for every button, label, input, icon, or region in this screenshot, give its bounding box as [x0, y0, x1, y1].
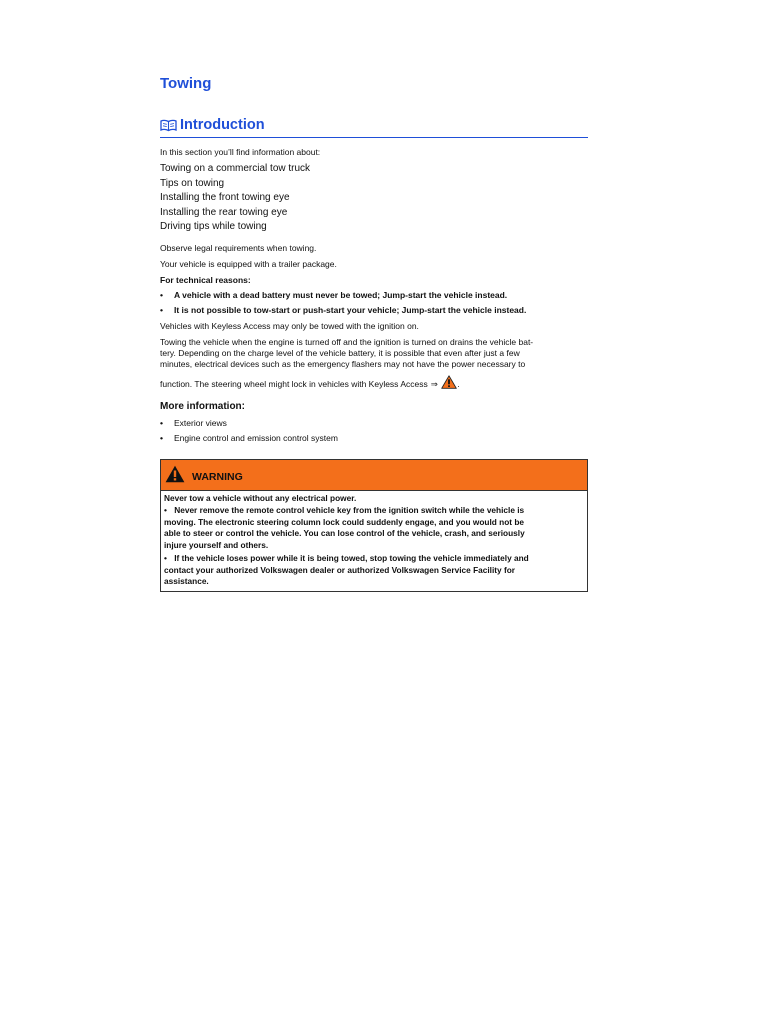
- bullet-glyph: •: [160, 289, 163, 300]
- warning-header-triangle-icon: [165, 465, 185, 483]
- topic-link-tow-truck[interactable]: Towing on a commercial tow truck: [160, 163, 311, 174]
- drain-line-4-text: function. The steering wheel might lock in vehicles with Keyless Access: [160, 378, 428, 389]
- technical-bullet-2: It is not possible to tow-start or push-start your vehicle; Jump-start the vehicle instead.: [174, 304, 527, 315]
- warning-triangle-icon[interactable]: [441, 375, 460, 389]
- topic-link-rear-eye[interactable]: Installing the rear towing eye: [160, 206, 288, 218]
- topic-list: [160, 162, 588, 235]
- drain-line-3: minutes, electrical devices such as the emergency flashers may not have the power necessary to: [160, 358, 526, 369]
- technical-heading: For technical reasons:: [160, 274, 251, 285]
- warning-bullet-1-line-4: injure yourself and others.: [164, 539, 269, 550]
- topic-link-driving-tips[interactable]: Driving tips while towing: [160, 221, 267, 232]
- bullet-glyph: •: [160, 432, 163, 443]
- more-info-heading: More information:: [160, 400, 245, 412]
- more-info-link-exterior-views[interactable]: Exterior views: [174, 417, 227, 428]
- legal-text: Observe legal requirements when towing.: [160, 242, 317, 253]
- list-item: [160, 433, 588, 444]
- warning-label: WARNING: [192, 471, 243, 483]
- page-title: Towing: [160, 75, 212, 92]
- bullet-glyph: •: [164, 553, 167, 563]
- drain-paragraph: [160, 337, 588, 390]
- warning-bullet-2-line-2: contact your authorized Volkswagen dealer or authorized Volkswagen Service Facility for: [164, 564, 516, 575]
- drain-line-2: tery. Depending on the charge level of the vehicle battery, it is possible that even after just a few: [160, 347, 520, 358]
- section-heading-introduction: [160, 116, 588, 138]
- arrow-glyph: ⇒: [430, 378, 438, 389]
- period: .: [457, 378, 460, 389]
- list-item: [160, 418, 588, 429]
- warning-box: [160, 459, 588, 592]
- warning-bullet-1-line-3: able to steer or control the vehicle. You can lose control of the vehicle, crash, and seriously: [164, 528, 525, 538]
- topic-link-front-eye[interactable]: Installing the front towing eye: [160, 192, 290, 203]
- technical-bullet-1: A vehicle with a dead battery must never be towed; Jump-start the vehicle instead.: [174, 289, 508, 300]
- intro-text: In this section you’ll find information about:: [160, 147, 321, 157]
- warning-bullet-1-line-2: moving. The electronic steering column lock could suddenly engage, and you would not be: [164, 516, 525, 527]
- warning-lead: Never tow a vehicle without any electrical power.: [164, 492, 357, 503]
- page-content: [160, 72, 588, 592]
- keyless-text: Vehicles with Keyless Access may only be towed with the ignition on.: [160, 320, 419, 331]
- topic-link-tips[interactable]: Tips on towing: [160, 177, 225, 189]
- warning-bullet-2-line-3: assistance.: [164, 576, 209, 586]
- bullet-glyph: •: [160, 304, 163, 315]
- warning-bullet-2-text: If the vehicle loses power while it is being towed, stop towing the vehicle immediately and: [174, 553, 529, 563]
- drain-line-1: Towing the vehicle when the engine is turned off and the ignition is turned on drains the vehicle bat-: [160, 336, 534, 347]
- warning-bullet-1-text: Never remove the remote control vehicle key from the ignition switch while the vehicle is: [174, 505, 525, 515]
- section-heading-text: Introduction: [180, 117, 265, 133]
- list-item: [160, 305, 588, 316]
- warning-body: [161, 491, 587, 591]
- list-item: [160, 290, 588, 301]
- warning-header: [161, 460, 587, 491]
- bullet-glyph: •: [164, 505, 167, 515]
- drain-line-4: [160, 375, 588, 390]
- warning-bullet-1-line-1: [164, 505, 584, 517]
- more-info-link-engine-control[interactable]: Engine control and emission control system: [174, 432, 338, 443]
- book-icon: [160, 119, 177, 132]
- warning-bullet-2-line-1: [164, 553, 584, 565]
- bullet-glyph: •: [160, 417, 163, 428]
- trailer-text: Your vehicle is equipped with a trailer package.: [160, 258, 337, 269]
